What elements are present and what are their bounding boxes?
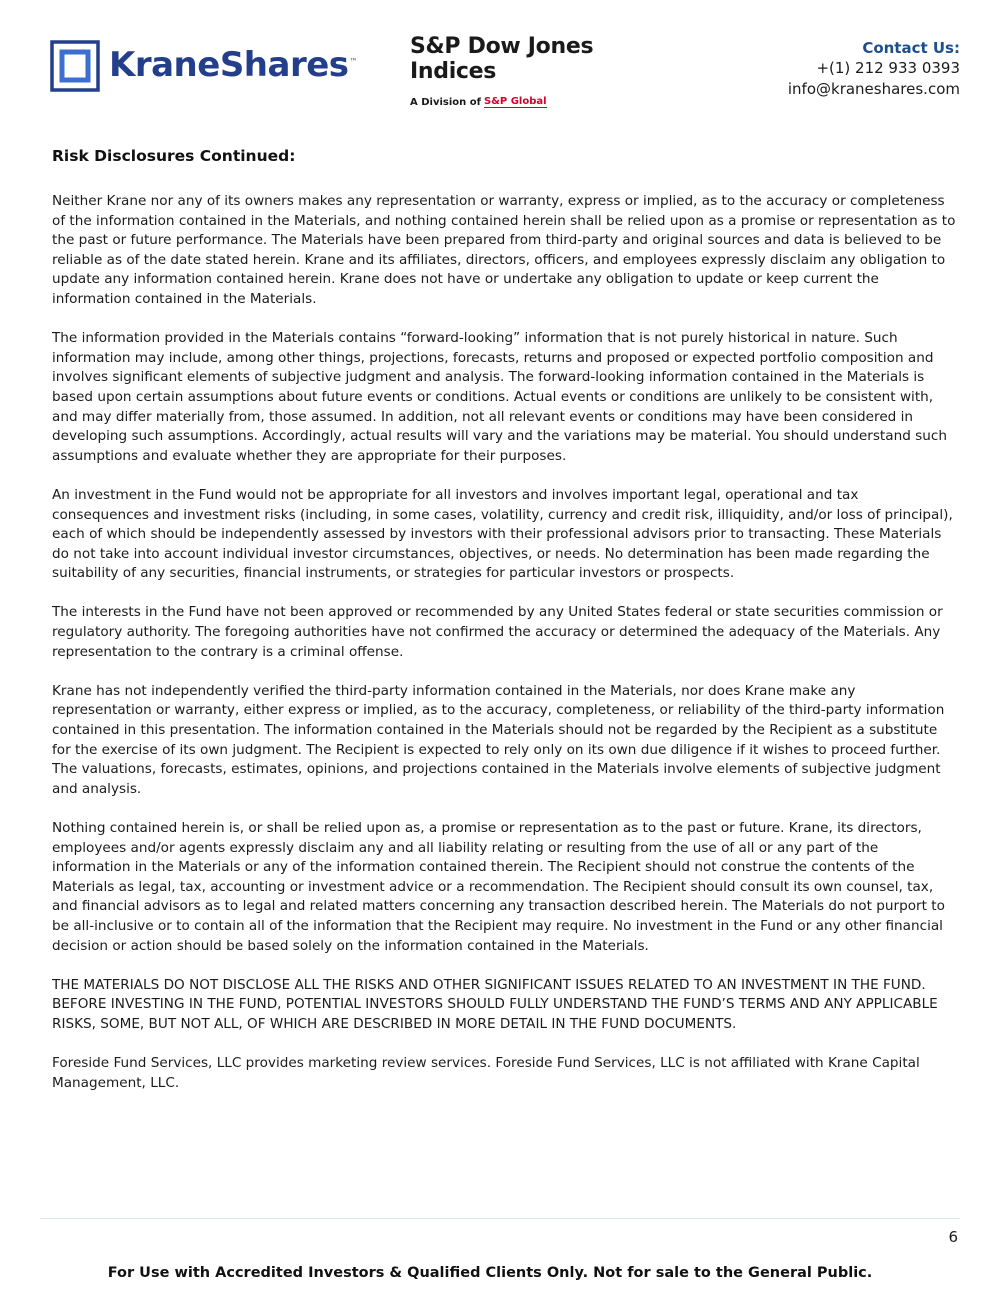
page-header [0, 0, 1000, 120]
kraneshares-wordmark: KraneShares [109, 45, 349, 85]
footer-disclaimer: For Use with Accredited Investors & Qualified Clients Only. Not for sale to the General Public. [107, 1265, 873, 1281]
disclosure-paragraph: The information provided in the Materials contains “forward-looking” information that is not purely historical in nature. Such information may include, among other things, projections, forecasts, returns and proposed or expected portfolio composition and involves significant elements of subjective judgment and analysis. The forward-looking information contained in the Materials is based upon certain assumptions about future events or conditions. Actual events or conditions are unlikely to be consistent with, and may differ materially from, those assumed. In addition, not all relevant events or conditions may have been considered in developing such assumptions. Accordingly, actual results will vary and the variations may be material. You should understand such assumptions and evaluate whether they are appropriate for their purposes. [52, 330, 947, 464]
contact-phone: +(1) 212 933 0393 [816, 59, 960, 77]
spdj-division-line [410, 96, 593, 108]
disclosure-paragraph-caps: THE MATERIALS DO NOT DISCLOSE ALL THE RISKS AND OTHER SIGNIFICANT ISSUES RELATED TO AN INVESTMENT IN THE FUND. BEFORE INVESTING IN THE FUND, POTENTIAL INVESTORS SHOULD FULLY UNDERSTAND THE FUND’S TERMS AND ANY APPLICABLE RISKS, SOME, BUT NOT ALL, OF WHICH ARE DESCRIBED IN MORE DETAIL IN THE FUND DOCUMENTS. [52, 976, 938, 1032]
spdj-line-1: S&P Dow Jones [410, 34, 594, 59]
spdj-division-prefix: A Division of [410, 96, 481, 108]
disclosure-paragraph: Foreside Fund Services, LLC provides marketing review services. Foreside Fund Services, LLC is not affiliated with Krane Capital Management, LLC. [52, 1055, 920, 1091]
contact-heading: Contact Us: [862, 39, 960, 57]
disclosure-paragraph: Nothing contained herein is, or shall be relied upon as, a promise or representation as to the past or future. Krane, its directors, employees and/or agents expressly disclaim any and all liability relating or resulting from the use of all or any part of the information in the Materials or any of the information contained therein. The Recipient should not construe the contents of the Materials as legal, tax, accounting or investment advice or a recommendation. The Recipient should consult its own counsel, tax, and financial advisors as to legal and related matters concerning any transaction described herein. The Materials do not purport to be all-inclusive or to contain all of the information that the Recipient may require. No investment in the Fund or any other financial decision or action should be based solely on the information contained in the Materials. [52, 820, 945, 954]
kraneshares-mark-icon [50, 40, 100, 90]
contact-block [788, 38, 960, 100]
sp-dow-jones-logo [410, 34, 593, 108]
sp-global-brand: S&P Global [483, 96, 547, 107]
contact-email[interactable]: info@kraneshares.com [787, 80, 960, 98]
disclosure-paragraph: An investment in the Fund would not be appropriate for all investors and involves important legal, operational and tax consequences and investment risks (including, in some cases, volatility, currency and credit risk, illiquidity, and/or loss of principal), each of which should be independently assessed by investors with their professional advisors prior to transacting. These Materials do not take into account individual investor circumstances, objectives, or needs. No determination has been made regarding the suitability of any securities, financial instruments, or strategies for particular investors or prospects. [52, 486, 953, 582]
footer-divider [40, 1218, 960, 1219]
trademark-symbol: ™ [349, 56, 358, 66]
disclosure-paragraph: Neither Krane nor any of its owners makes any representation or warranty, express or implied, as to the accuracy or completeness of the information contained in the Materials, and nothing contained herein shall be relied upon as a promise or representation as to the past or future performance. The Materials have been prepared from third-party and original sources and data is believed to be reliable as of the date stated herein. Krane and its affiliates, directors, officers, and employees expressly disclaim any obligation to update any information contained herein. Krane does not have or undertake any obligation to update or keep current the information contained in the Materials. [52, 193, 956, 307]
spdj-line-2: Indices [410, 59, 497, 84]
kraneshares-logo [50, 40, 357, 90]
page-number: 6 [948, 1228, 958, 1246]
section-title: Risk Disclosures Continued: [52, 147, 296, 165]
disclosure-body [52, 192, 958, 1113]
disclosure-paragraph: Krane has not independently verified the third-party information contained in the Materials, nor does Krane make any representation or warranty, either express or implied, as to the accuracy, completeness, or reliability of the third-party information contained in this presentation. The information contained in the Materials should not be regarded by the Recipient as a substitute for the exercise of its own judgment. The Recipient is expected to rely only on its own due diligence if it wishes to proceed further. The valuations, forecasts, estimates, opinions, and projections contained in the Materials involve elements of subjective judgment and analysis. [52, 682, 945, 797]
disclosure-paragraph: The interests in the Fund have not been approved or recommended by any United States federal or state securities commission or regulatory authority. The foregoing authorities have not confirmed the accuracy or determined the adequacy of the Materials. Any representation to the contrary is a criminal offense. [52, 604, 943, 660]
